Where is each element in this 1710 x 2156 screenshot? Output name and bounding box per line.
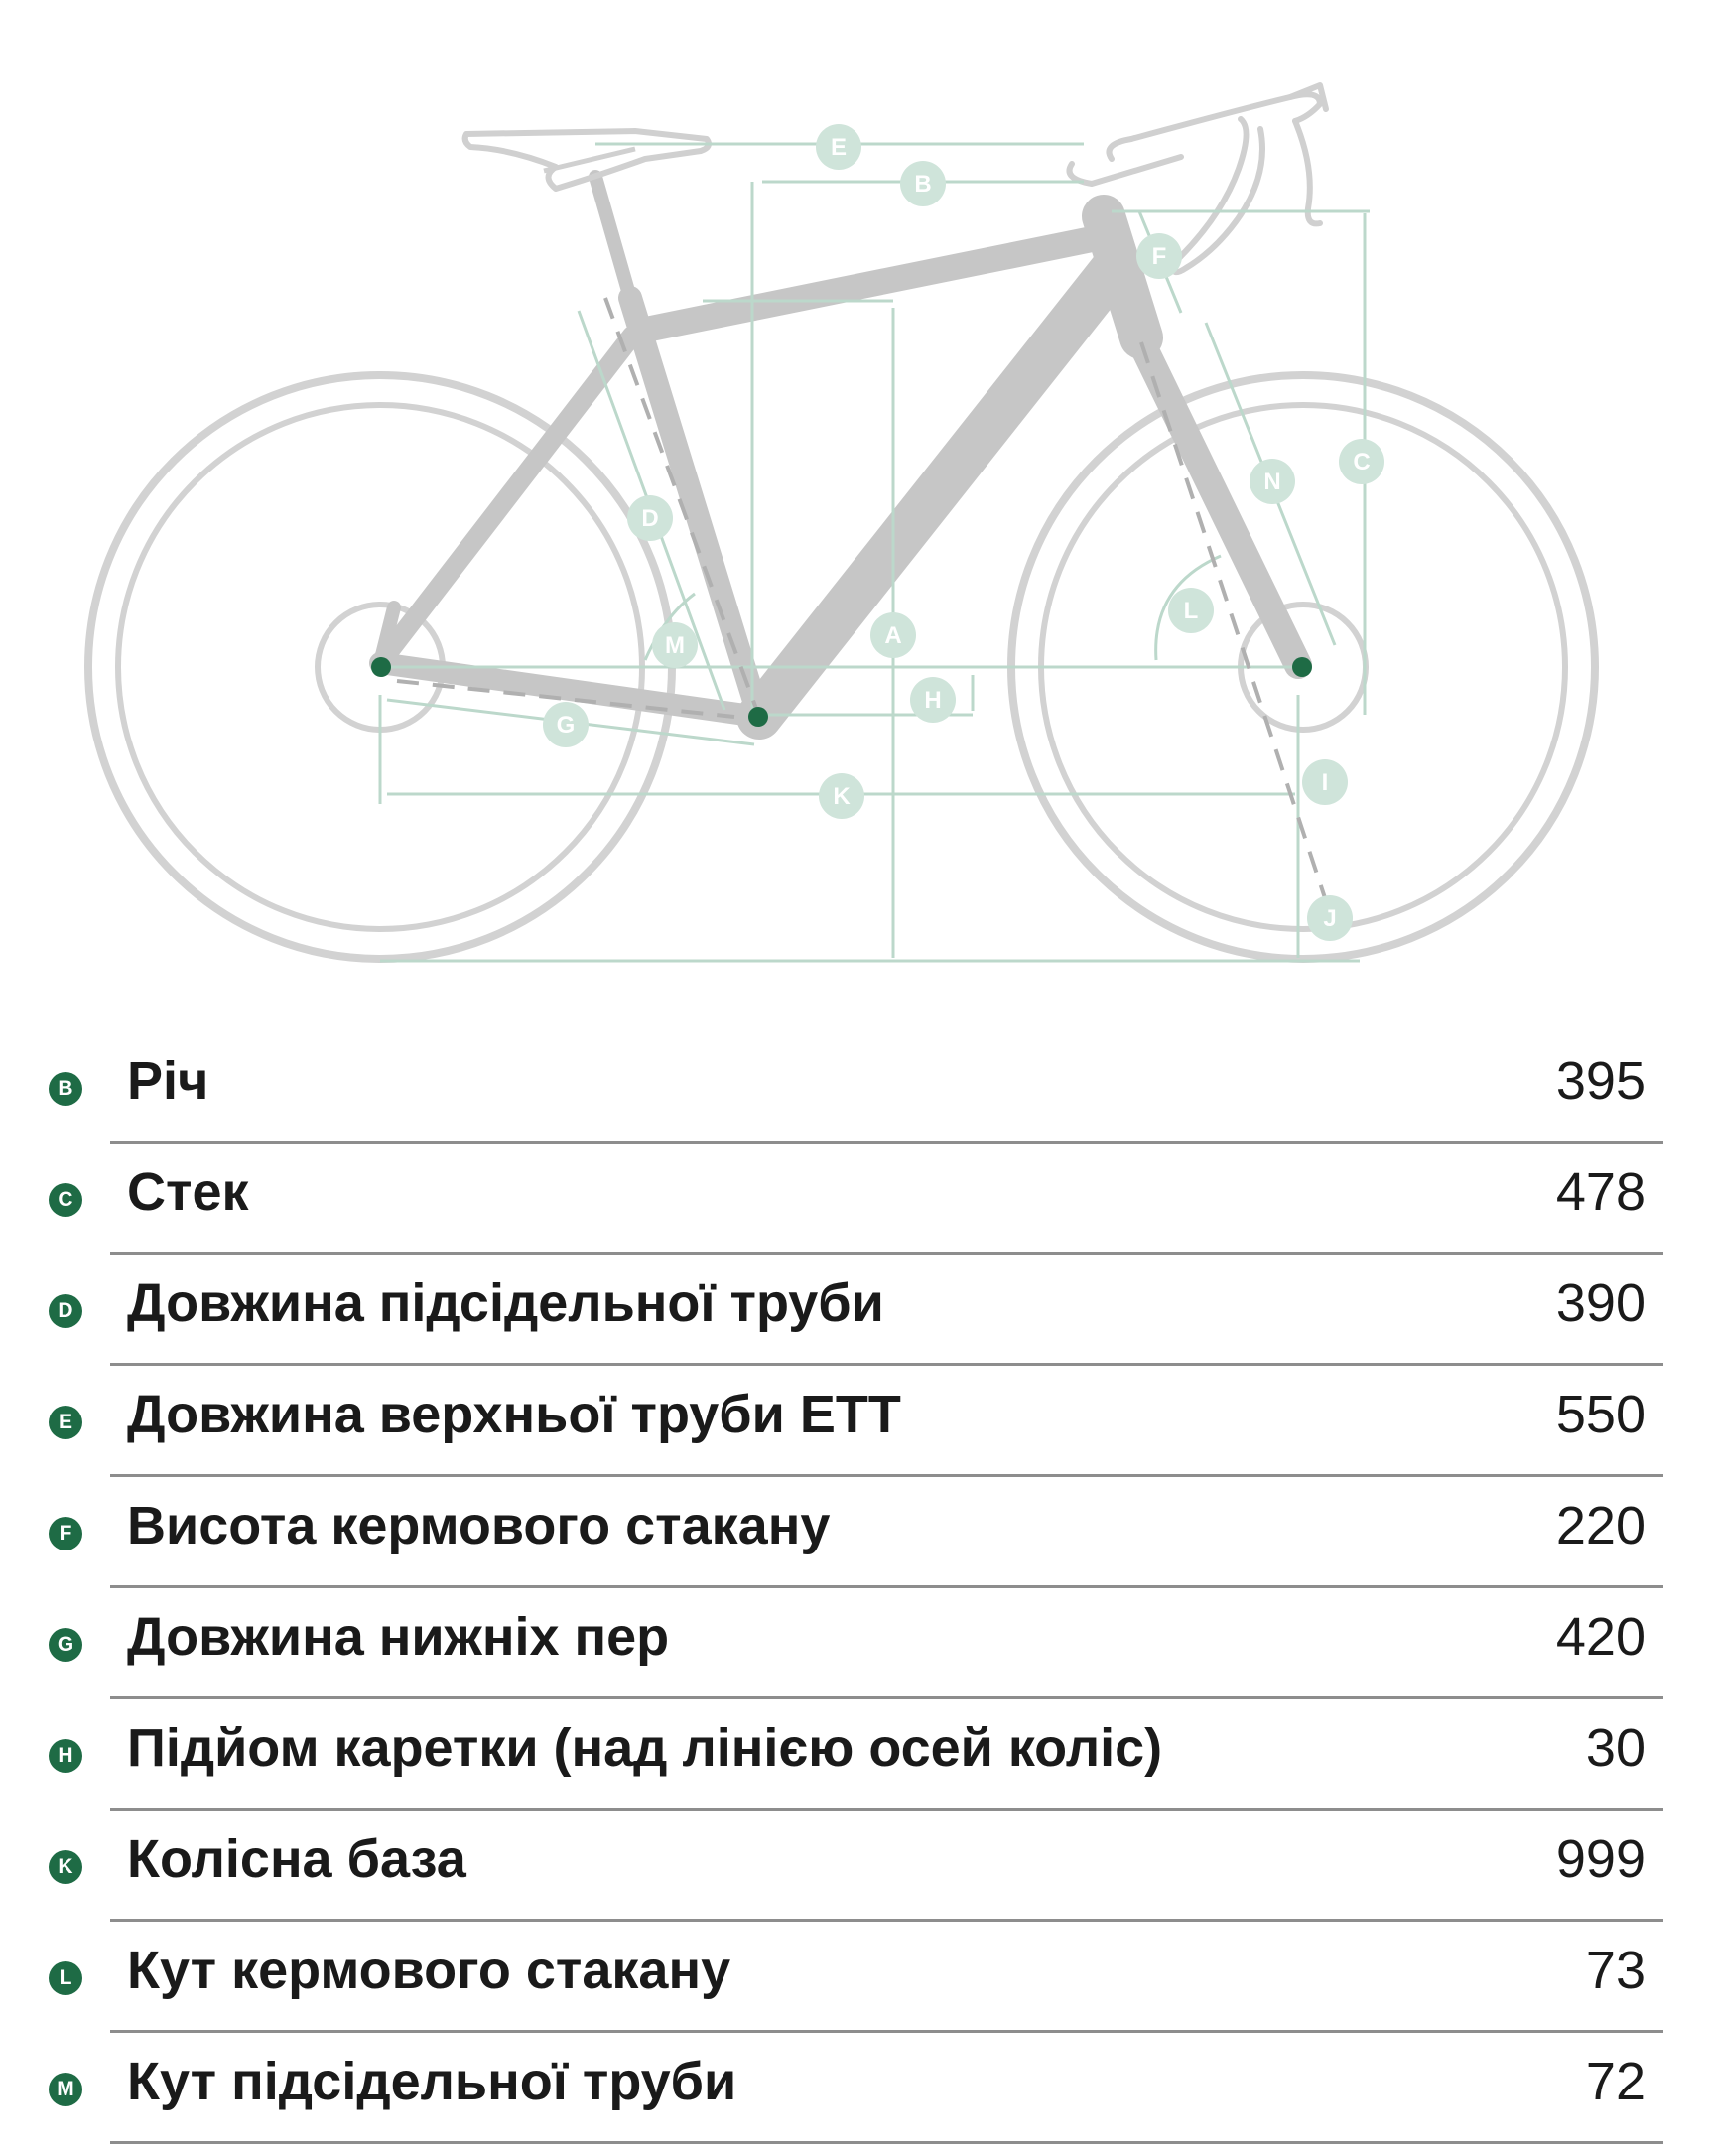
dimension-letter-f: F	[1151, 243, 1167, 270]
dimension-letter-d: D	[641, 505, 659, 532]
geometry-row-g	[0, 1588, 1710, 1699]
geometry-row-l	[0, 1922, 1710, 2033]
row-value: 30	[1585, 1718, 1645, 1778]
row-letter-badge: F	[49, 1517, 82, 1550]
geometry-row-c	[0, 1144, 1710, 1255]
dimension-letter-i: I	[1321, 769, 1329, 796]
dimension-letter-h: H	[924, 687, 942, 714]
dimension-letter-n: N	[1263, 469, 1281, 495]
dimension-letter-c: C	[1353, 449, 1371, 475]
dimension-letter-g: G	[556, 712, 576, 739]
geometry-row-e	[0, 1366, 1710, 1477]
rear-axle-point	[371, 657, 391, 677]
row-letter-badge: L	[49, 1961, 82, 1995]
geometry-table	[0, 1032, 1710, 2144]
dimension-letter-k: K	[833, 783, 851, 810]
row-label: Висота кермового стакану	[127, 1496, 831, 1555]
dimension-letter-l: L	[1183, 598, 1199, 624]
row-letter-badge: E	[49, 1406, 82, 1439]
dimension-letter-a: A	[884, 622, 902, 649]
dimension-letter-j: J	[1323, 905, 1337, 932]
row-value: 72	[1585, 2052, 1645, 2111]
row-label: Довжина верхньої труби ETT	[127, 1385, 901, 1444]
row-letter-badge: C	[49, 1183, 82, 1217]
row-label: Довжина нижніх пер	[127, 1607, 670, 1667]
row-value: 420	[1555, 1607, 1645, 1667]
dimension-letter-b: B	[914, 171, 932, 198]
row-value: 73	[1585, 1941, 1645, 2000]
row-letter-badge: G	[49, 1628, 82, 1662]
geometry-row-b	[0, 1032, 1710, 1144]
dimension-letter-m: M	[665, 632, 685, 659]
row-value: 220	[1555, 1496, 1645, 1555]
row-label: Довжина підсідельної труби	[127, 1274, 884, 1333]
row-letter-badge: B	[49, 1072, 82, 1106]
bottom-bracket-point	[748, 707, 768, 727]
row-letter-badge: K	[49, 1850, 82, 1884]
geometry-row-d	[0, 1255, 1710, 1366]
row-label: Кут кермового стакану	[127, 1941, 731, 2000]
dimension-letter-e: E	[830, 134, 848, 161]
row-label: Кут підсідельної труби	[127, 2052, 737, 2111]
row-label: Річ	[127, 1051, 209, 1111]
row-value: 478	[1555, 1162, 1645, 1222]
row-value: 999	[1555, 1829, 1645, 1889]
row-value: 395	[1555, 1051, 1645, 1111]
row-divider	[110, 2141, 1663, 2144]
front-axle-point	[1292, 657, 1312, 677]
geometry-row-k	[0, 1811, 1710, 1922]
row-value: 390	[1555, 1274, 1645, 1333]
geometry-row-m	[0, 2033, 1710, 2144]
geometry-row-h	[0, 1699, 1710, 1811]
row-letter-badge: H	[49, 1739, 82, 1773]
geometry-row-f	[0, 1477, 1710, 1588]
row-label: Колісна база	[127, 1829, 466, 1889]
bike-geometry-diagram	[0, 0, 1710, 993]
dimension-badges	[543, 124, 1384, 941]
row-label: Підйом каретки (над лінією осей коліс)	[127, 1718, 1163, 1778]
row-value: 550	[1555, 1385, 1645, 1444]
row-letter-badge: M	[49, 2073, 82, 2106]
row-label: Стек	[127, 1162, 249, 1222]
row-letter-badge: D	[49, 1294, 82, 1328]
